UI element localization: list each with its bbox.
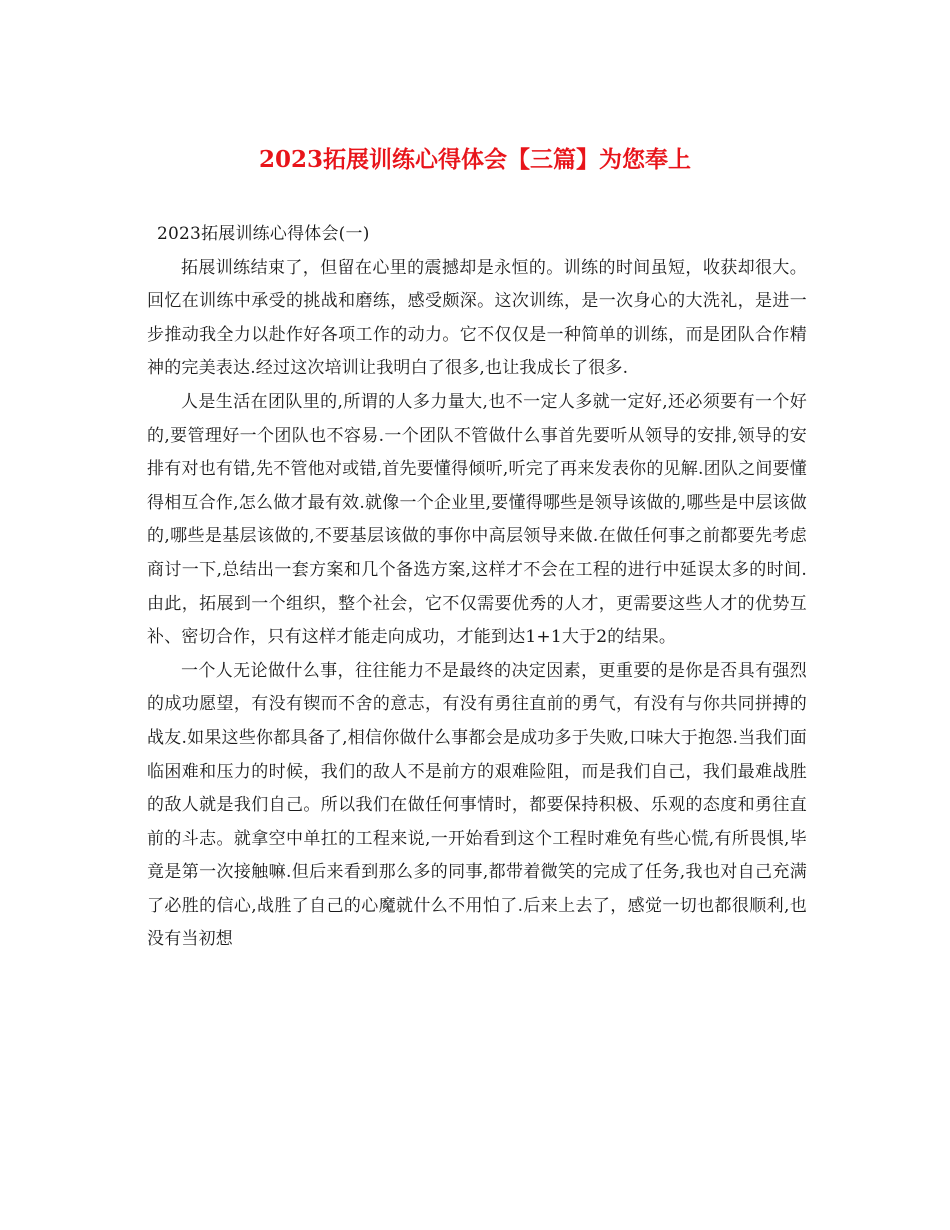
- document-title: 2023拓展训练心得体会【三篇】为您奉上: [258, 146, 691, 173]
- section-heading: 2023拓展训练心得体会(一): [157, 224, 370, 244]
- document-body: [147, 218, 807, 957]
- paragraph-1: 拓展训练结束了，但留在心里的震撼却是永恒的。训练的时间虽短，收获却很大。回忆在训练中承受的挑战和磨练，感受颇深。这次训练，是一次身心的大洗礼，是进一步推动我全力以赴作好各项工作的动力。它不仅仅是一种简单的训练，而是团队合作精神的完美表达.经过这次培训让我明白了很多,也让我成长了很多.: [147, 257, 807, 379]
- paragraph-3: 一个人无论做什么事，往往能力不是最终的决定因素，更重要的是你是否具有强烈的成功愿望，有没有锲而不舍的意志，有没有勇往直前的勇气，有没有与你共同拼搏的战友.如果这些你都具备了,相信你做什么事都会是成功多于失败,口味大于抱怨.当我们面临困难和压力的时候，我们的敌人不是前方的艰难险阻，而是我们自己，我们最难战胜的敌人就是我们自己。所以我们在做任何事情时，都要保持积极、乐观的态度和勇往直前的斗志。就拿空中单扛的工程来说,一开始看到这个工程时难免有些心慌,有所畏惧,毕竟是第一次接触嘛.但后来看到那么多的同事,都带着微笑的完成了任务,我也对自己充满了必胜的信心,战胜了自己的心魔就什么不用怕了.后来上去了，感觉一切也都很顺利,也没有当初想: [147, 660, 807, 950]
- paragraph-2: 人是生活在团队里的,所谓的人多力量大,也不一定人多就一定好,还必须要有一个好的,要管理好一个团队也不容易.一个团队不管做什么事首先要听从领导的安排,领导的安排有对也有错,先不管他对或错,首先要懂得倾听,听完了再来发表你的见解.团队之间要懂得相互合作,怎么做才最有效.就像一个企业里,要懂得哪些是领导该做的,哪些是中层该做的,哪些是基层该做的,不要基层该做的事你中高层领导来做.在做任何事之前都要先考虑商讨一下,总结出一套方案和几个备选方案,这样才不会在工程的进行中延误太多的时间.由此，拓展到一个组织，整个社会，它不仅需要优秀的人才，更需要这些人才的优势互补、密切合作，只有这样才能走向成功，才能到达1+1大于2的结果。: [147, 391, 807, 648]
